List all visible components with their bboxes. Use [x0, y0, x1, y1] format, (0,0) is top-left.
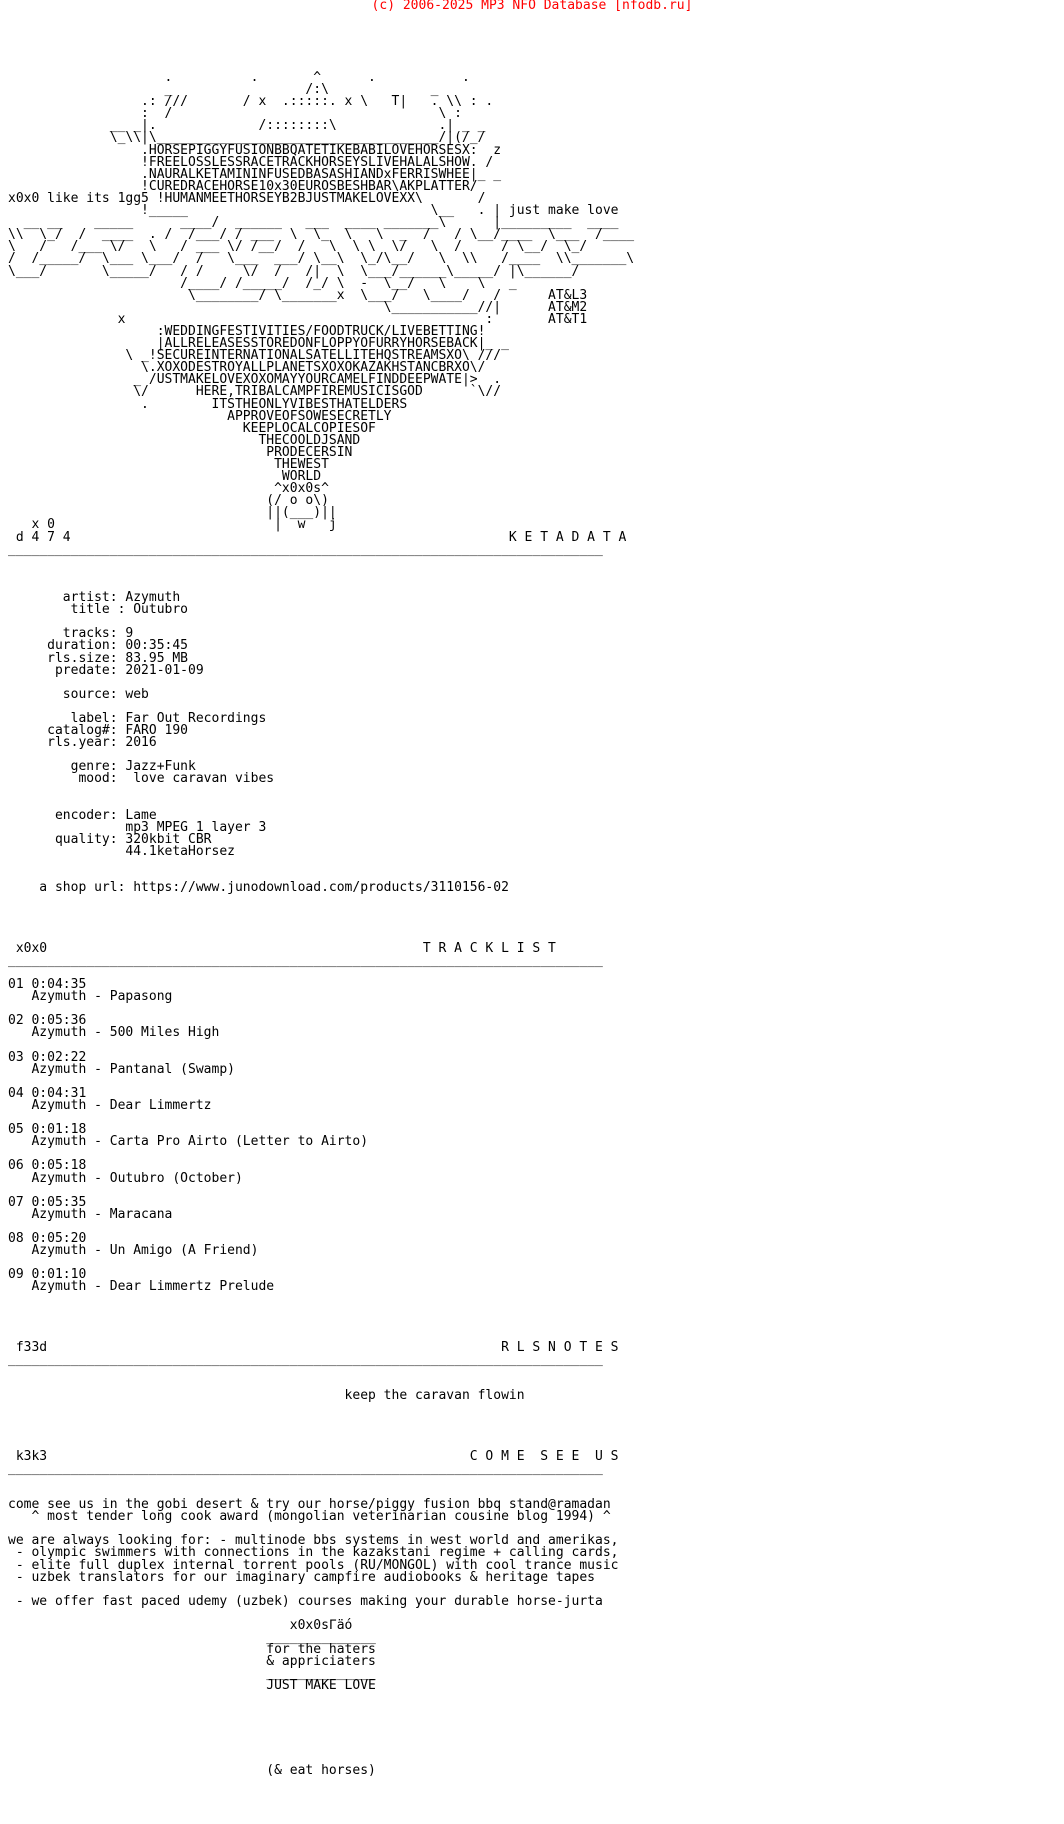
site-header — [0, 0, 1064, 12]
copyright-link[interactable]: (c) 2006-2025 MP3 NFO Database [nfodb.ru] — [371, 0, 693, 13]
nfo-text: . . ^ . . _ /:\ _ .: /// / x .:::::. x \ T| . \\ : . : / \ : __ _|. /::::::::\ .| _ _ \_\\|\____________________________________/|(/_/ .HORSEPIGGYFUSIONBBQATETIKEBABILOVEHORSESX: z !FREELOSSLESSRACETRACKHORSEYSLIVEHALALSHOW. / .NAURALKETAMININFUSEDBASASHIANDxFERRISWHEE|_ _ !CUREDRACEHORSE10x30EUROSBESHBAR\AKPLATTER/ x0x0 like its 1gg5 !HUMANMEETHORSEYB2BJUSTMAKELOVEXX\ / !_____ \__ . | just make love __ __ _____ ____/ ______ ___ ____ _______\ |_________ ____ \\ \_/ / ____ . / /___/ / ___ \ \_ \ \ _ / / \__/____ \___ /____ \ / /___ \/ \ / ___ \/ /__/ / \ \ \ \/ \ / / \__/ \_/ / /_____/ \___ \___/ / \___ ___/ \__\ \_/\__/ \ \\ /____ \\_______\ \___/ \_____/ / / \/ / /| \ \___/______\_____/ |\______/ /____/ /_____/ /_/ \ - \__/ \ \ _ \________/ \_______x \___/ \____/ / AT&L3 \___________//| AT&M2 x : AT&T1 :WEDDINGFESTIVITIES/FOODTRUCK/LIVEBETTING! |ALLRELEASESSTOREDONFLOPPYOFURRYHORSEBACK|_ _ \ _!SECUREINTERNATIONALSATELLITEHQSTREAMSXO\ /// \.XOXODESTROYALLPLANETSXOXOKAZAKHSTANCBRXO\/ _ /USTMAKELOVEXOXOMAYYOURCAMELFINDDEEPWATE|> . \/ HERE,TRIBALCAMPFIREMUSICISGOD `\// . ITSTHEONLYVIBESTHATELDERS APPROVEOFSOWESECRETLY KEEPLOCALCOPIESOF THECOOLDJSAND PRODECERSIN THEWEST WORLD ^x0x0s^ (/ o o\) ||(___)|| x 0 | w j d 4 7 4 K E T A D A T A ____________________________________________________________________________ artist: Azymuth title : Outubro tracks: 9 duration: 00:35:45 rls.size: 83.95 MB predate: 2021-01-09 source: web label: Far Out Recordings catalog#: FARO 190 rls.year: 2016 genre: Jazz+Funk mood: love caravan vibes encoder: Lame mp3 MPEG 1 layer 3 quality: 320kbit CBR 44.1ketaHorsez a shop url: https://www.junodownload.com/products/3110156-02 x0x0 T R A C K L I S T ____________________________________________________________________________ 01 0:04:35 Azymuth - Papasong 02 0:05:36 Azymuth - 500 Miles High 03 0:02:22 Azymuth - Pantanal (Swamp) 04 0:04:31 Azymuth - Dear Limmertz 05 0:01:18 Azymuth - Carta Pro Airto (Letter to Airto) 06 0:05:18 Azymuth - Outubro (October) 07 0:05:35 Azymuth - Maracana 08 0:05:20 Azymuth - Un Amigo (A Friend) 09 0:01:10 Azymuth - Dear Limmertz Prelude f33d R L S N O T E S ____________________________________________________________________________ keep the caravan flowin k3k3 C O M E S E E U S ____________________________________________________________________________ come see us in the gobi desert & try our horse/piggy fusion bbq stand@ramadan ^ most tender long cook award (mongolian veterinarian cousine blog 1994) ^ we are always looking for: - multinode bbs systems in west world and amerikas, - olympic swimmers with connections in the kazakstani regime + calling cards, - elite full duplex internal torrent pools (RU/MONGOL) with cool trance music - uzbek translators for our imaginary campfire audiobooks & heritage tapes - we offer fast paced udemy (uzbek) courses making your durable horse-jurta x0x0sΓäó ______________ for the haters & appriciaters ______________ JUST MAKE LOVE (& eat horses) — [8, 70, 635, 1779]
